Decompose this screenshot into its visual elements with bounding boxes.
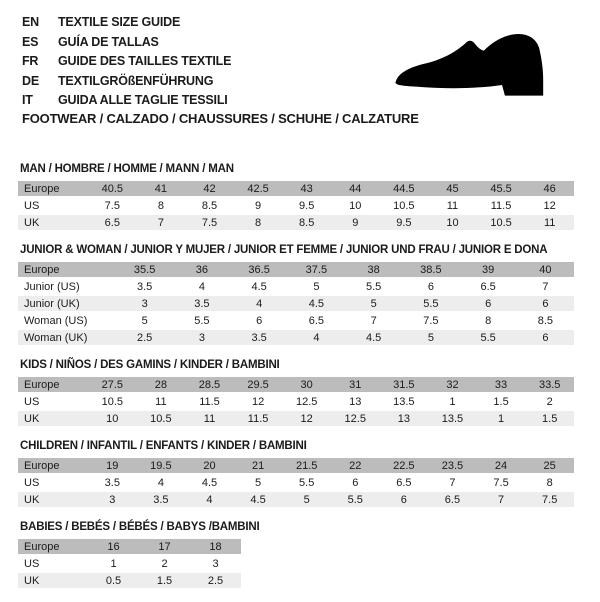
size-table-row (18, 181, 574, 196)
row-label: Europe (18, 262, 116, 277)
size-cell: 10 (428, 215, 477, 230)
size-cell: 18 (190, 539, 241, 554)
row-label: Woman (UK) (18, 330, 116, 345)
size-cell: 6 (380, 492, 429, 507)
size-table-row (18, 411, 574, 426)
size-cell: 4.5 (185, 475, 234, 490)
size-cell: 7 (345, 313, 402, 328)
dress-shoe-icon (388, 20, 574, 108)
size-cell: 38.5 (402, 262, 459, 277)
row-label: UK (18, 492, 88, 507)
size-table (18, 375, 574, 428)
size-cell: 4 (173, 279, 230, 294)
size-cell: 7.5 (88, 198, 137, 213)
size-cell: 21 (234, 458, 283, 473)
size-cell: 3 (173, 330, 230, 345)
row-label: Europe (18, 539, 88, 554)
lang-code: EN (22, 15, 39, 29)
row-label: Europe (18, 181, 88, 196)
size-cell: 1 (428, 394, 477, 409)
size-table-title: CHILDREN / INFANTIL / ENFANTS / KINDER / BAMBINI (20, 440, 307, 452)
size-cell: 45.5 (477, 181, 526, 196)
size-cell: 7 (517, 279, 574, 294)
size-cell: 6 (331, 475, 380, 490)
size-cell: 46 (525, 181, 574, 196)
size-cell: 5.5 (345, 279, 402, 294)
size-cell: 37.5 (288, 262, 345, 277)
size-cell: 2 (525, 394, 574, 409)
size-cell: 11 (137, 394, 186, 409)
size-table-row (18, 313, 574, 328)
size-cell: 44 (331, 181, 380, 196)
row-label: Junior (US) (18, 279, 116, 294)
size-cell: 11 (185, 411, 234, 426)
size-cell: 6.5 (380, 475, 429, 490)
size-cell: 29.5 (234, 377, 283, 392)
size-cell: 3.5 (173, 296, 230, 311)
size-table-row (18, 492, 574, 507)
size-cell: 1.5 (525, 411, 574, 426)
size-cell: 2 (139, 556, 190, 571)
size-cell: 42.5 (234, 181, 283, 196)
size-cell: 9 (331, 215, 380, 230)
size-cell: 21.5 (282, 458, 331, 473)
size-cell: 30 (282, 377, 331, 392)
size-cell: 2.5 (190, 573, 241, 588)
size-cell: 28.5 (185, 377, 234, 392)
lang-text: GUIDA ALLE TAGLIE TESSILI (58, 93, 228, 107)
size-cell: 27.5 (88, 377, 137, 392)
size-cell: 4 (137, 475, 186, 490)
size-cell: 7.5 (402, 313, 459, 328)
size-cell: 3.5 (231, 330, 288, 345)
lang-code: ES (22, 34, 39, 49)
size-cell: 44.5 (380, 181, 429, 196)
size-table-row (18, 296, 574, 311)
footwear-category-line: FOOTWEAR / CALZADO / CHAUSSURES / SCHUHE / CALZATURE (22, 111, 419, 126)
size-cell: 28 (137, 377, 186, 392)
row-label: UK (18, 573, 88, 588)
size-table-title: BABIES / BEBÉS / BÉBÉS / BABYS /BAMBINI (20, 521, 260, 533)
size-cell: 11.5 (234, 411, 283, 426)
size-cell: 6.5 (288, 313, 345, 328)
size-cell: 7 (137, 215, 186, 230)
size-cell: 10 (331, 198, 380, 213)
size-cell: 9 (234, 198, 283, 213)
size-cell: 12.5 (282, 394, 331, 409)
size-table-section (18, 244, 580, 347)
size-cell: 17 (139, 539, 190, 554)
size-cell: 4.5 (288, 296, 345, 311)
size-cell: 19 (88, 458, 137, 473)
size-cell: 10.5 (137, 411, 186, 426)
size-cell: 10.5 (477, 215, 526, 230)
lang-code: DE (22, 73, 39, 88)
lang-row-it (22, 91, 231, 111)
size-cell: 25 (525, 458, 574, 473)
size-cell: 13 (331, 394, 380, 409)
size-cell: 6 (231, 313, 288, 328)
row-label: US (18, 198, 88, 213)
size-cell: 11.5 (477, 198, 526, 213)
size-cell: 6 (460, 296, 517, 311)
size-cell: 5 (402, 330, 459, 345)
size-cell: 1 (88, 556, 139, 571)
size-table-row (18, 198, 574, 213)
size-cell: 5 (116, 313, 173, 328)
size-cell: 7 (428, 475, 477, 490)
size-table-row (18, 330, 574, 345)
size-cell: 32 (428, 377, 477, 392)
size-cell: 5.5 (460, 330, 517, 345)
size-cell: 36 (173, 262, 230, 277)
size-table-row (18, 458, 574, 473)
size-cell: 8.5 (282, 215, 331, 230)
size-table (18, 179, 574, 232)
size-cell: 36.5 (231, 262, 288, 277)
size-table-title: MAN / HOMBRE / HOMME / MANN / MAN (20, 163, 234, 175)
size-cell: 10 (88, 411, 137, 426)
size-cell: 6.5 (460, 279, 517, 294)
size-cell: 7.5 (525, 492, 574, 507)
size-table-row (18, 279, 574, 294)
size-cell: 5 (345, 296, 402, 311)
lang-row-fr (22, 52, 231, 72)
size-cell: 22 (331, 458, 380, 473)
lang-row-es (22, 33, 231, 53)
size-cell: 5.5 (173, 313, 230, 328)
size-table-title: JUNIOR & WOMAN / JUNIOR Y MUJER / JUNIOR ET FEMME / JUNIOR UND FRAU / JUNIOR E DONA (20, 244, 548, 256)
size-cell: 4.5 (345, 330, 402, 345)
size-cell: 5 (234, 475, 283, 490)
size-table-section (18, 440, 580, 509)
size-cell: 12 (282, 411, 331, 426)
size-cell: 5 (282, 492, 331, 507)
size-cell: 7.5 (477, 475, 526, 490)
size-cell: 5.5 (331, 492, 380, 507)
size-cell: 6 (402, 279, 459, 294)
size-cell: 2.5 (116, 330, 173, 345)
size-cell: 6 (517, 296, 574, 311)
size-table-title: KIDS / NIÑOS / DES GAMINS / KINDER / BAMBINI (20, 359, 280, 371)
row-label: UK (18, 215, 88, 230)
size-cell: 3.5 (116, 279, 173, 294)
size-table (18, 537, 241, 590)
size-cell: 38 (345, 262, 402, 277)
size-cell: 8.5 (185, 198, 234, 213)
size-cell: 8 (234, 215, 283, 230)
row-label: UK (18, 411, 88, 426)
size-cell: 22.5 (380, 458, 429, 473)
row-label: US (18, 556, 88, 571)
lang-code: IT (22, 93, 33, 107)
size-cell: 12 (525, 198, 574, 213)
row-label: US (18, 475, 88, 490)
row-label: Europe (18, 458, 88, 473)
size-cell: 4.5 (234, 492, 283, 507)
size-cell: 1.5 (139, 573, 190, 588)
row-label: US (18, 394, 88, 409)
size-table-row (18, 262, 574, 277)
size-cell: 12.5 (331, 411, 380, 426)
size-cell: 13 (380, 411, 429, 426)
size-cell: 6.5 (88, 215, 137, 230)
size-cell: 41 (137, 181, 186, 196)
size-cell: 8 (460, 313, 517, 328)
size-cell: 7 (477, 492, 526, 507)
size-cell: 40.5 (88, 181, 137, 196)
size-cell: 42 (185, 181, 234, 196)
size-cell: 7.5 (185, 215, 234, 230)
size-table-row (18, 377, 574, 392)
size-cell: 6 (517, 330, 574, 345)
size-cell: 8.5 (517, 313, 574, 328)
size-cell: 19.5 (137, 458, 186, 473)
size-table-row (18, 215, 574, 230)
lang-row-en (22, 13, 231, 33)
size-cell: 3 (88, 492, 137, 507)
lang-text: GUÍA DE TALLAS (58, 34, 159, 49)
size-table (18, 260, 574, 347)
size-cell: 6.5 (428, 492, 477, 507)
size-cell: 40 (517, 262, 574, 277)
size-cell: 8 (137, 198, 186, 213)
size-cell: 33.5 (525, 377, 574, 392)
size-cell: 1.5 (477, 394, 526, 409)
size-cell: 3.5 (137, 492, 186, 507)
size-cell: 8 (525, 475, 574, 490)
size-cell: 9.5 (282, 198, 331, 213)
row-label: Junior (UK) (18, 296, 116, 311)
size-table-section (18, 521, 580, 590)
size-cell: 31.5 (380, 377, 429, 392)
language-guide-block (22, 13, 231, 111)
lang-row-de (22, 72, 231, 92)
size-cell: 3 (116, 296, 173, 311)
size-cell: 11 (525, 215, 574, 230)
size-cell: 33 (477, 377, 526, 392)
size-cell: 11.5 (185, 394, 234, 409)
size-cell: 16 (88, 539, 139, 554)
size-cell: 11 (428, 198, 477, 213)
size-cell: 5.5 (282, 475, 331, 490)
size-cell: 10.5 (88, 394, 137, 409)
size-tables (18, 163, 580, 602)
row-label: Woman (US) (18, 313, 116, 328)
size-cell: 0.5 (88, 573, 139, 588)
size-cell: 35.5 (116, 262, 173, 277)
size-table-section (18, 163, 580, 232)
size-cell: 13.5 (428, 411, 477, 426)
size-cell: 20 (185, 458, 234, 473)
size-table-row (18, 573, 241, 588)
lang-text: GUIDE DES TAILLES TEXTILE (58, 54, 232, 68)
size-cell: 23.5 (428, 458, 477, 473)
size-cell: 9.5 (380, 215, 429, 230)
size-cell: 39 (460, 262, 517, 277)
size-cell: 4 (185, 492, 234, 507)
size-table-row (18, 556, 241, 571)
size-cell: 5.5 (402, 296, 459, 311)
size-table-section (18, 359, 580, 428)
size-cell: 4.5 (231, 279, 288, 294)
size-table-row (18, 539, 241, 554)
size-cell: 1 (477, 411, 526, 426)
size-cell: 24 (477, 458, 526, 473)
size-cell: 5 (288, 279, 345, 294)
size-table (18, 456, 574, 509)
size-cell: 10.5 (380, 198, 429, 213)
size-cell: 4 (231, 296, 288, 311)
size-cell: 12 (234, 394, 283, 409)
size-cell: 43 (282, 181, 331, 196)
size-cell: 31 (331, 377, 380, 392)
lang-text: TEXTILE SIZE GUIDE (58, 15, 181, 29)
size-table-row (18, 394, 574, 409)
size-cell: 45 (428, 181, 477, 196)
lang-text: TEXTILGRÖßENFÜHRUNG (58, 73, 214, 88)
size-cell: 13.5 (380, 394, 429, 409)
lang-code: FR (22, 54, 39, 68)
size-cell: 3.5 (88, 475, 137, 490)
row-label: Europe (18, 377, 88, 392)
size-table-row (18, 475, 574, 490)
size-cell: 3 (190, 556, 241, 571)
size-cell: 4 (288, 330, 345, 345)
